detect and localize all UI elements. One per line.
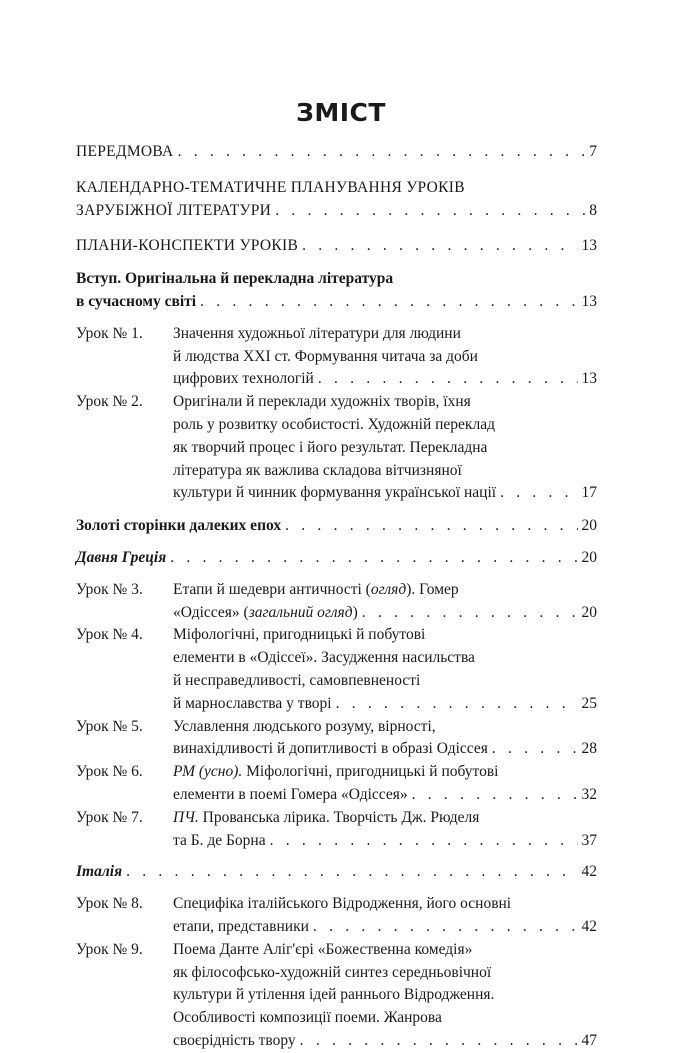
lesson-title-line: Особливості композиції поеми. Жанрова — [173, 1009, 442, 1027]
toc-lesson-8[interactable] — [76, 893, 597, 939]
lesson-title-line: Міфологічні, пригодницькі й побутові — [173, 626, 426, 644]
lesson-title-line — [173, 807, 597, 830]
lesson-label: Урок № 9. — [76, 940, 143, 958]
italic-text-run: загальний огляд — [248, 603, 353, 621]
dot-leader — [412, 784, 578, 807]
lesson-label: Урок № 5. — [76, 717, 143, 735]
lesson-title-line: елементи в «Одіссеї». Засудження насильства — [173, 649, 475, 667]
page-number: 13 — [581, 237, 597, 255]
toc-entry-title: ПЕРЕДМОВА — [76, 143, 174, 160]
page-number: 42 — [581, 863, 597, 881]
dot-leader — [362, 602, 578, 625]
dot-leader — [170, 547, 577, 570]
page-number: 42 — [581, 917, 597, 935]
lesson-label: Урок № 2. — [76, 393, 143, 411]
toc-subsection-gretsiia[interactable] — [76, 547, 597, 570]
toc-lesson-5[interactable] — [76, 716, 597, 762]
toc-lesson-7[interactable] — [76, 807, 597, 853]
lesson-title-line — [173, 579, 597, 602]
toc-subsection-italiia[interactable] — [76, 861, 597, 884]
page-number: 13 — [581, 292, 597, 310]
lesson-title-line: культури й утілення ідей раннього Відродження. — [173, 986, 495, 1004]
page-title: ЗМІСТ — [296, 98, 386, 127]
toc-lesson-2[interactable] — [76, 391, 597, 505]
page-number: 25 — [581, 694, 597, 712]
lesson-label: Урок № 3. — [76, 580, 143, 598]
lesson-title-line: й людства XXI ст. Формування читача за доби — [173, 347, 478, 365]
text-run: Міфологічні, пригодницькі й побутові — [242, 763, 499, 781]
dot-leader — [302, 235, 577, 258]
toc-entry-kalendar[interactable] — [76, 177, 597, 223]
toc-entry-title-line: КАЛЕНДАРНО-ТЕМАТИЧНЕ ПЛАНУВАННЯ УРОКІВ — [76, 178, 465, 196]
dot-leader — [336, 693, 578, 716]
section-title-line: в сучасному світі — [76, 292, 197, 310]
lesson-title-line — [173, 602, 358, 625]
section-title: Золоті сторінки далеких епох — [76, 517, 282, 535]
italic-text-run: огляд — [370, 580, 407, 598]
toc-lesson-1[interactable] — [76, 323, 597, 391]
dot-leader — [313, 916, 578, 939]
page-number: 7 — [589, 143, 597, 160]
lesson-title-line: Поема Данте Аліг'єрі «Божественна комедія» — [173, 940, 473, 958]
page-number: 32 — [581, 785, 597, 803]
lesson-title-line: й марнославства у творі — [173, 694, 332, 712]
page-number: 20 — [581, 517, 597, 535]
italic-text-run: РМ (усно). — [173, 763, 243, 781]
lesson-title-line: література як важлива складова вітчизняної — [173, 461, 462, 479]
lesson-label: Урок № 4. — [76, 626, 143, 644]
lesson-title-line: елементи в поемі Гомера «Одіссея» — [173, 785, 408, 803]
lesson-title-line: й несправедливості, самовпевненості — [173, 671, 421, 689]
lesson-title-line: Оригінали й переклади художніх творів, їхня — [173, 393, 471, 411]
dot-leader — [318, 368, 578, 391]
text-run: ). Гомер — [406, 580, 459, 598]
lesson-title-line: цифрових технологій — [173, 370, 314, 388]
toc-entry-plany[interactable] — [76, 235, 597, 258]
lesson-label: Урок № 6. — [76, 763, 143, 781]
dot-leader — [126, 861, 577, 884]
lesson-title-line: культури й чинник формування української нації — [173, 484, 497, 502]
toc-lesson-3[interactable] — [76, 579, 597, 625]
page-number: 47 — [581, 1031, 597, 1049]
lesson-title-line: Значення художньої літератури для людини — [173, 324, 461, 342]
lesson-title-line: роль у розвитку особистості. Художній переклад — [173, 415, 495, 433]
lesson-title-line — [173, 761, 597, 784]
dot-leader — [270, 830, 578, 853]
text-run: Прованська лірика. Творчість Дж. Рюделя — [198, 808, 480, 826]
dot-leader — [300, 1030, 578, 1053]
lesson-title-line: етапи, представники — [173, 917, 309, 935]
page-number: 28 — [581, 740, 597, 758]
toc-section-zoloti[interactable] — [76, 515, 597, 538]
lesson-title-line: та Б. де Борна — [173, 831, 266, 849]
page-number: 20 — [581, 548, 597, 566]
lesson-title-line: Уславлення людського розуму, вірності, — [173, 717, 436, 735]
page-number: 17 — [581, 484, 597, 502]
text-run: ) — [352, 603, 358, 621]
dot-leader — [275, 200, 585, 223]
toc-lesson-4[interactable] — [76, 624, 597, 715]
lesson-title-line: своєрідність твору — [173, 1031, 296, 1049]
dot-leader — [200, 291, 577, 314]
dot-leader — [500, 482, 577, 505]
lesson-title-line: винахідливості й допитливості в образі Одіссея — [173, 740, 488, 758]
lesson-title-line: як творчий процес і його результат. Перекладна — [173, 438, 488, 456]
toc-entry-peredmova[interactable] — [76, 141, 597, 164]
dot-leader — [492, 738, 578, 761]
subsection-title: Давня Греція — [76, 548, 167, 566]
lesson-label: Урок № 1. — [76, 324, 143, 342]
lesson-label: Урок № 7. — [76, 808, 143, 826]
toc-lesson-6[interactable] — [76, 761, 597, 807]
dot-leader — [285, 515, 577, 538]
page-number: 13 — [581, 370, 597, 388]
page-number: 37 — [581, 831, 597, 849]
subsection-title: Італія — [76, 863, 123, 881]
italic-text-run: ПЧ. — [173, 808, 199, 826]
dot-leader — [178, 141, 586, 164]
lesson-title-line: як філософсько-художній синтез середньовічної — [173, 963, 492, 981]
toc-entry-title: ПЛАНИ-КОНСПЕКТИ УРОКІВ — [76, 237, 299, 255]
section-title-line: Вступ. Оригінальна й перекладна література — [76, 270, 394, 288]
page-number: 8 — [589, 201, 597, 219]
toc-entry-title-line: ЗАРУБІЖНОЇ ЛІТЕРАТУРИ — [76, 201, 272, 219]
lesson-title-line: Специфіка італійського Відродження, його основні — [173, 895, 512, 913]
toc-lesson-9[interactable] — [76, 939, 597, 1053]
table-of-contents — [76, 141, 597, 1053]
lesson-label: Урок № 8. — [76, 895, 143, 913]
toc-section-vstup[interactable] — [76, 268, 597, 314]
text-run: Етапи й шедеври античності ( — [173, 580, 371, 598]
page-number: 20 — [581, 603, 597, 621]
text-run: «Одіссея» ( — [173, 603, 249, 621]
